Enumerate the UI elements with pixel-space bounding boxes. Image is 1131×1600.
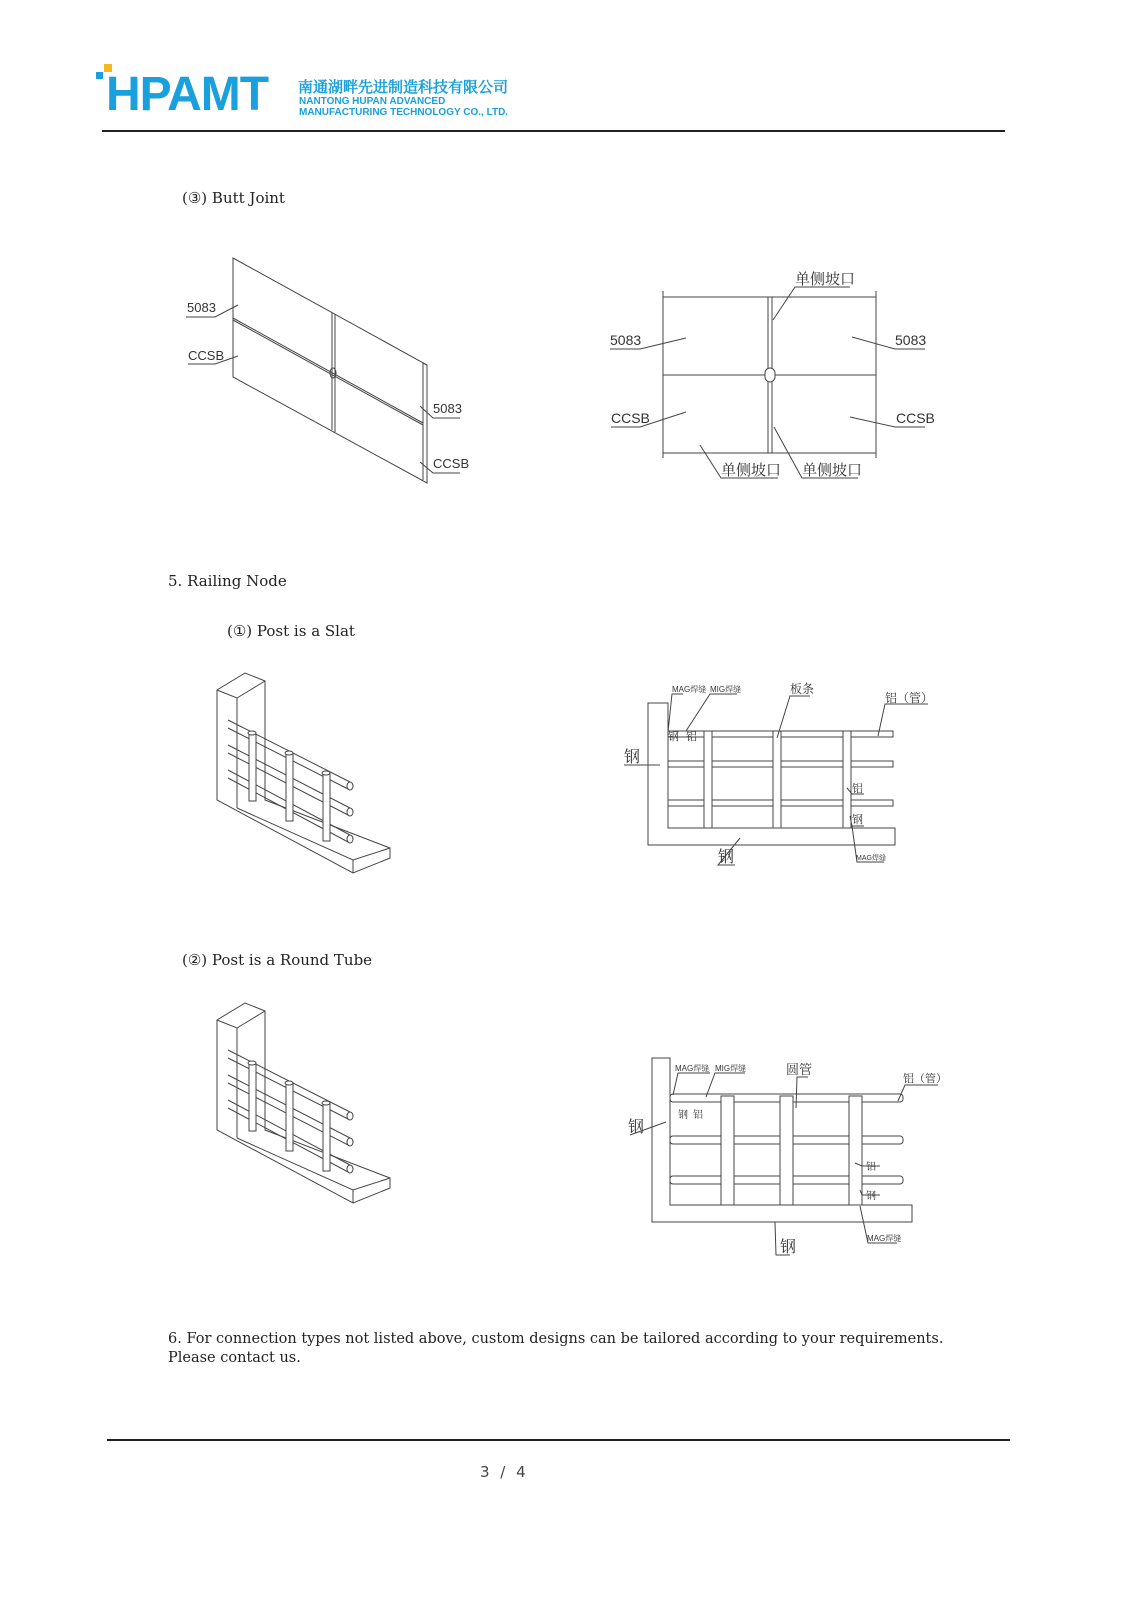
plan-label-ccsb-left: CCSB: [611, 410, 650, 426]
logo-accent-blue: [96, 72, 103, 79]
custom-note-line1: 6. For connection types not listed above, custom designs can be tailored according to your requirements.: [168, 1331, 944, 1347]
label-mig-weld: MIG焊缝: [710, 685, 742, 694]
label-steel-wall: 钢: [624, 749, 641, 766]
butt-joint-heading: (③) Butt Joint: [182, 189, 285, 207]
plan-label-bevel-bottom-right: 单侧坡口: [802, 462, 863, 479]
label-steel-post: 钢: [852, 814, 863, 826]
plan-label-5083-right: 5083: [895, 332, 927, 348]
label-al-small: 铝: [686, 731, 697, 743]
label-al-small: 铝: [693, 1110, 703, 1121]
company-name-en-2: MANUFACTURING TECHNOLOGY CO., LTD.: [299, 107, 509, 118]
label-al-post: 铝: [852, 783, 863, 795]
tube-heading: (②) Post is a Round Tube: [182, 951, 373, 969]
plan-label-5083-left: 5083: [610, 332, 642, 348]
label-al-rail: 铝（管）: [903, 1073, 947, 1085]
slat-railing-iso-drawing: [200, 665, 400, 880]
label-steel-wall: 钢: [628, 1119, 645, 1136]
label-steel-small: 钢: [668, 731, 679, 743]
company-name-en-1: NANTONG HUPAN ADVANCED: [299, 96, 446, 107]
iso-label-ccsb-bottom: CCSB: [433, 456, 470, 471]
label-mig-weld: MIG焊缝: [715, 1064, 747, 1073]
plan-label-top-bevel: 单侧坡口: [795, 271, 856, 288]
label-al-rail: 铝（管）: [885, 691, 934, 705]
iso-label-5083-bottom: 5083: [433, 401, 462, 416]
label-steel-base: 钢: [718, 849, 735, 866]
iso-label-ccsb-top: CCSB: [188, 348, 225, 363]
custom-note: [168, 1330, 943, 1368]
iso-label-5083-top: 5083: [187, 300, 216, 315]
plan-label-bevel-bottom-left: 单侧坡口: [721, 462, 782, 479]
slat-heading: (①) Post is a Slat: [227, 622, 355, 640]
label-slat-post: 板条: [790, 682, 815, 696]
logo: HPAMT: [106, 68, 269, 121]
company-name-cn: 南通湖畔先进制造科技有限公司: [298, 79, 509, 96]
tube-railing-plan-drawing: [615, 1050, 960, 1265]
plan-label-ccsb-right: CCSB: [896, 410, 935, 426]
footer-divider: [107, 1439, 1010, 1441]
butt-joint-plan-drawing: [600, 260, 940, 490]
label-mag-weld: MAG焊缝: [672, 685, 707, 694]
tube-railing-iso-drawing: [200, 995, 400, 1210]
label-mag-weld-bottom: MAG焊缝: [856, 855, 886, 862]
label-steel-post: 钢: [866, 1191, 876, 1202]
butt-joint-iso-drawing: [170, 240, 490, 500]
label-mag-weld-bottom: MAG焊缝: [867, 1234, 902, 1243]
label-mag-weld: MAG焊缝: [675, 1064, 710, 1073]
label-round-tube-post: 圆管: [786, 1062, 813, 1077]
custom-note-line2: Please contact us.: [168, 1350, 301, 1366]
page-number: 3 / 4: [480, 1463, 529, 1481]
railing-heading: 5. Railing Node: [168, 572, 287, 590]
header-divider: [102, 130, 1005, 132]
label-steel-base: 钢: [780, 1239, 797, 1256]
slat-railing-plan-drawing: [615, 675, 945, 875]
label-steel-small: 钢: [678, 1110, 688, 1121]
label-al-post: 铝: [866, 1162, 876, 1173]
